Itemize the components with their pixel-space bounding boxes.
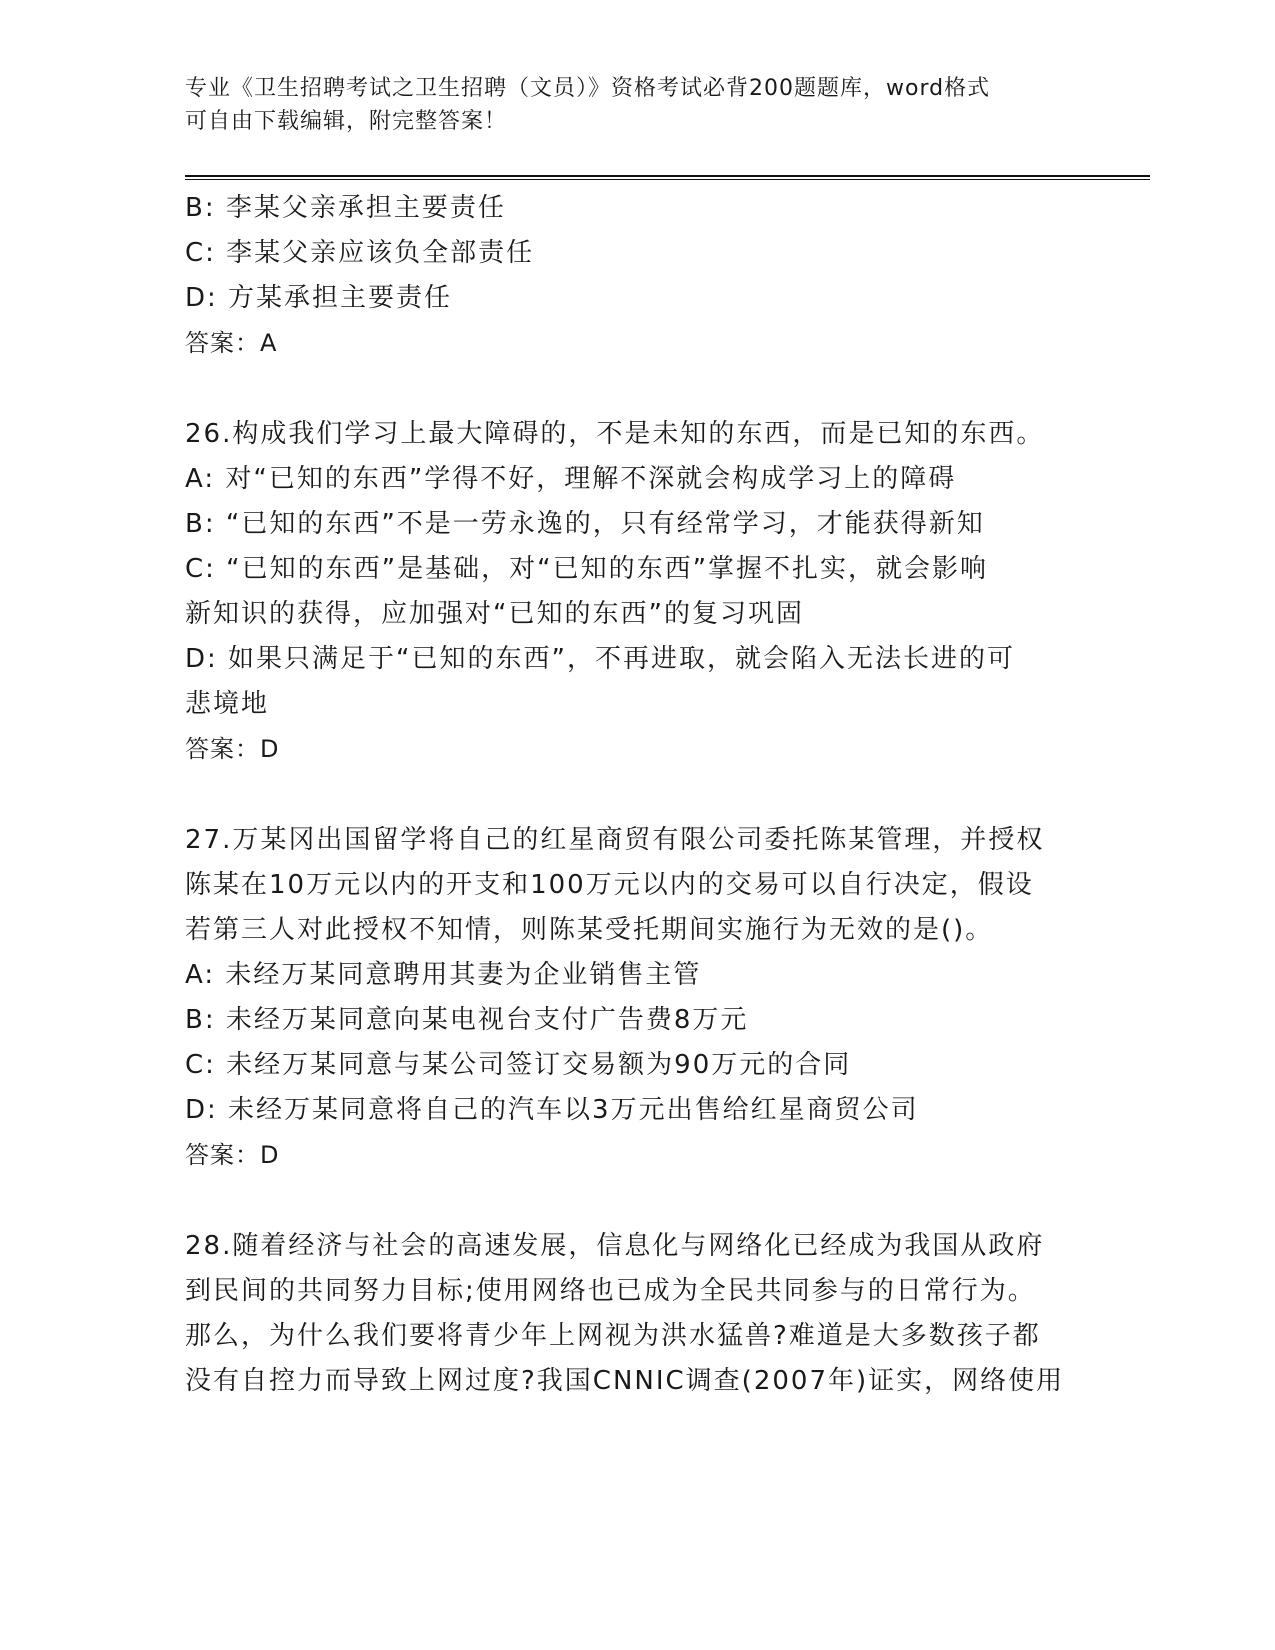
question-stem-line-3: 若第三人对此授权不知情，则陈某受托期间实施行为无效的是()。 — [185, 915, 994, 945]
question-25-continued — [185, 186, 1085, 366]
answer-line: 答案：D — [185, 735, 280, 763]
option-b: B: “已知的东西”不是一劳永逸的，只有经常学习，才能获得新知 — [185, 509, 985, 539]
header-line-1: 专业《卫生招聘考试之卫生招聘（文员）》资格考试必背200题题库，word格式 — [185, 76, 991, 101]
option-c-line-1: C: “已知的东西”是基础，对“已知的东西”掌握不扎实，就会影响 — [185, 554, 989, 584]
answer-line: 答案：D — [185, 1141, 280, 1169]
header-divider — [185, 175, 1150, 180]
question-stem-line-2: 到民间的共同努力目标;使用网络也已成为全民共同参与的日常行为。 — [185, 1276, 1036, 1306]
question-stem-line-1: 27.万某冈出国留学将自己的红星商贸有限公司委托陈某管理，并授权 — [185, 825, 1045, 855]
option-d-line-1: D: 如果只满足于“已知的东西”，不再进取，就会陷入无法长进的可 — [185, 644, 1015, 674]
question-stem-line-1: 28.随着经济与社会的高速发展，信息化与网络化已经成为我国从政府 — [185, 1231, 1045, 1261]
option-d: D: 未经万某同意将自己的汽车以3万元出售给红星商贸公司 — [185, 1095, 919, 1125]
question-27 — [185, 818, 1085, 1178]
question-spacer — [185, 772, 1085, 818]
answer-line: 答案：A — [185, 329, 278, 357]
question-stem: 26.构成我们学习上最大障碍的，不是未知的东西，而是已知的东西。 — [185, 419, 1045, 449]
question-26 — [185, 412, 1085, 772]
option-a: A: 未经万某同意聘用其妻为企业销售主管 — [185, 960, 702, 990]
option-a: A: 对“已知的东西”学得不好，理解不深就会构成学习上的障碍 — [185, 464, 957, 494]
option-c-line-2: 新知识的获得，应加强对“已知的东西”的复习巩固 — [185, 599, 804, 629]
option-c: C: 未经万某同意与某公司签订交易额为90万元的合同 — [185, 1050, 852, 1080]
question-content — [185, 186, 1085, 1404]
question-spacer — [185, 1178, 1085, 1224]
question-stem-line-3: 那么，为什么我们要将青少年上网视为洪水猛兽?难道是大多数孩子都 — [185, 1321, 1041, 1351]
question-stem-line-2: 陈某在10万元以内的开支和100万元以内的交易可以自行决定，假设 — [185, 870, 1034, 900]
question-spacer — [185, 366, 1085, 412]
option-d: D: 方某承担主要责任 — [185, 283, 453, 313]
question-28 — [185, 1224, 1085, 1404]
option-b: B: 未经万某同意向某电视台支付广告费8万元 — [185, 1005, 749, 1035]
option-c: C: 李某父亲应该负全部责任 — [185, 238, 535, 268]
document-header — [185, 72, 1065, 138]
question-stem-line-4: 没有自控力而导致上网过度?我国CNNIC调查(2007年)证实，网络使用 — [185, 1366, 1065, 1396]
header-line-2: 可自由下载编辑，附完整答案！ — [185, 109, 508, 134]
option-d-line-2: 悲境地 — [185, 689, 270, 719]
option-b: B: 李某父亲承担主要责任 — [185, 193, 506, 223]
